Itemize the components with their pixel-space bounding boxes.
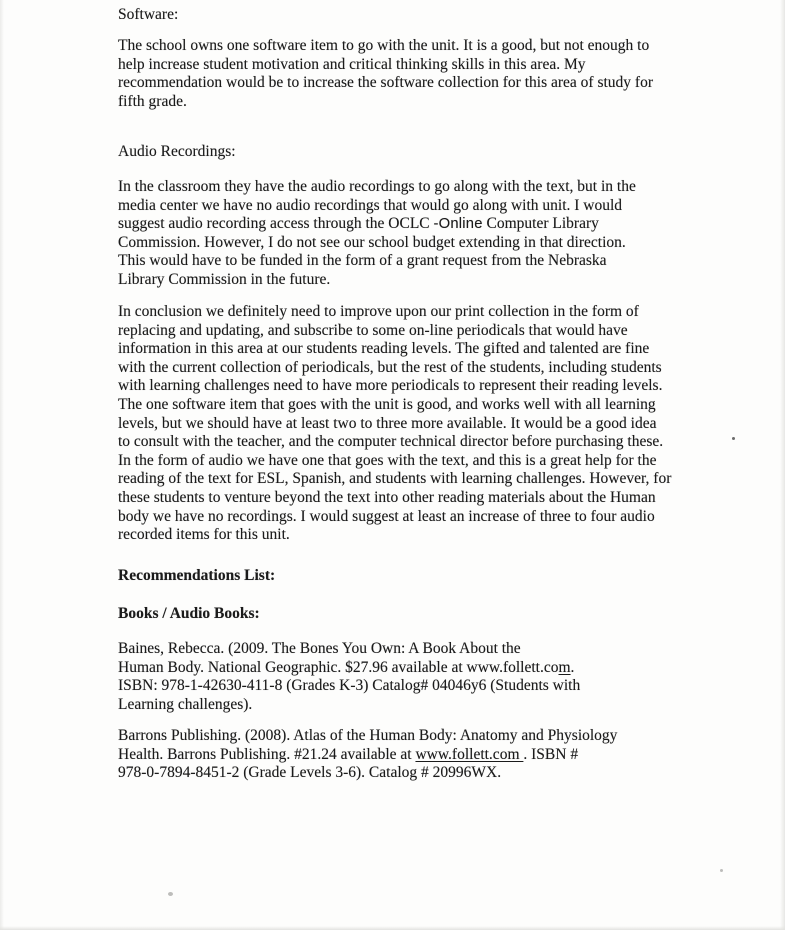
citation-barrons [118, 727, 718, 783]
text-line: Learning challenges). [118, 695, 253, 713]
text-line: recorded items for this unit. [118, 526, 290, 544]
text-line: In conclusion we definitely need to improve upon our print collection in the form of [118, 303, 639, 320]
text-line: help increase student motivation and critical thinking skills in this area. My [118, 55, 586, 73]
text-line: fifth grade. [118, 92, 187, 110]
citation-baines [118, 640, 718, 714]
text-line: media center we have no audio recordings that would go along with unit. I would [118, 196, 623, 214]
text-segment-online: -Online [433, 216, 483, 233]
text-line: This would have to be funded in the form of a grant request from the Nebraska [118, 252, 607, 270]
paragraph-software [118, 37, 718, 111]
page-right-scan-edge [780, 0, 785, 930]
text-segment: Computer Library [482, 215, 599, 233]
text-line: recommendation would be to increase the software collection for this area of study for [118, 74, 653, 92]
paragraph-audio [118, 178, 718, 290]
text-line: In the form of audio we have one that goes with the text, and this is a great help for the [118, 451, 657, 469]
section-heading-audio-recordings: Audio Recordings: [118, 143, 236, 160]
text-line: with the current collection of periodicals, but the rest of the students, including students [118, 358, 662, 376]
text-line [118, 215, 718, 234]
section-heading-books-audio-books: Books / Audio Books: [118, 605, 260, 622]
text-line: information in this area at our students reading levels. The gifted and talented are fine [118, 340, 650, 358]
text-line: 978-0-7894-8451-2 (Grade Levels 3-6). Catalog # 20996WX. [118, 764, 502, 782]
text-segment: Health. Barrons Publishing. #21.24 available at [118, 745, 416, 763]
text-segment: suggest audio recording access through the OCLC [118, 215, 434, 233]
paragraph-conclusion [118, 303, 718, 545]
follett-link-text: www.follett.com [415, 745, 524, 763]
text-line [118, 746, 718, 765]
text-line: Library Commission in the future. [118, 270, 331, 288]
text-line: The one software item that goes with the unit is good, and works well with all learning [118, 395, 656, 413]
text-segment: . ISBN # [523, 745, 579, 763]
text-line: levels, but we should have at least two to three more available. It would be a good idea [118, 414, 657, 432]
text-line: reading of the text for ESL, Spanish, and students with learning challenges. However, for [118, 470, 672, 488]
text-line: Barrons Publishing. (2008). Atlas of the Human Body: Anatomy and Physiology [118, 727, 618, 744]
text-segment: Human Body. National Geographic. $27.96 available at www.follett.co [118, 658, 559, 676]
follett-link-text: m [558, 658, 571, 676]
text-line: ISBN: 978-1-42630-411-8 (Grades K-3) Catalog# 04046y6 (Students with [118, 677, 581, 695]
text-line: to consult with the teacher, and the computer technical director before purchasing these. [118, 433, 664, 451]
text-segment: . [570, 658, 575, 676]
section-heading-software: Software: [118, 6, 179, 23]
text-line: with learning challenges need to have more periodicals to represent their reading levels. [118, 377, 663, 395]
page-left-scan-edge [0, 0, 4, 930]
scan-artifact [732, 437, 735, 440]
text-line: Baines, Rebecca. (2009. The Bones You Own: A Book About the [118, 640, 521, 657]
scan-artifact [720, 869, 723, 872]
text-line: body we have no recordings. I would suggest at least an increase of three to four audio [118, 507, 655, 525]
page-bottom-scan-edge [0, 926, 785, 930]
text-line [118, 659, 718, 678]
scan-artifact [168, 892, 173, 896]
text-line: replacing and updating, and subscribe to some on-line periodicals that would have [118, 321, 628, 339]
text-line: these students to venture beyond the text into other reading materials about the Human [118, 488, 656, 506]
section-heading-recommendations-list: Recommendations List: [118, 567, 276, 584]
text-line: Commission. However, I do not see our school budget extending in that direction. [118, 233, 626, 251]
text-line: The school owns one software item to go with the unit. It is a good, but not enough to [118, 37, 650, 54]
text-line: In the classroom they have the audio recordings to go along with the text, but in the [118, 178, 636, 195]
